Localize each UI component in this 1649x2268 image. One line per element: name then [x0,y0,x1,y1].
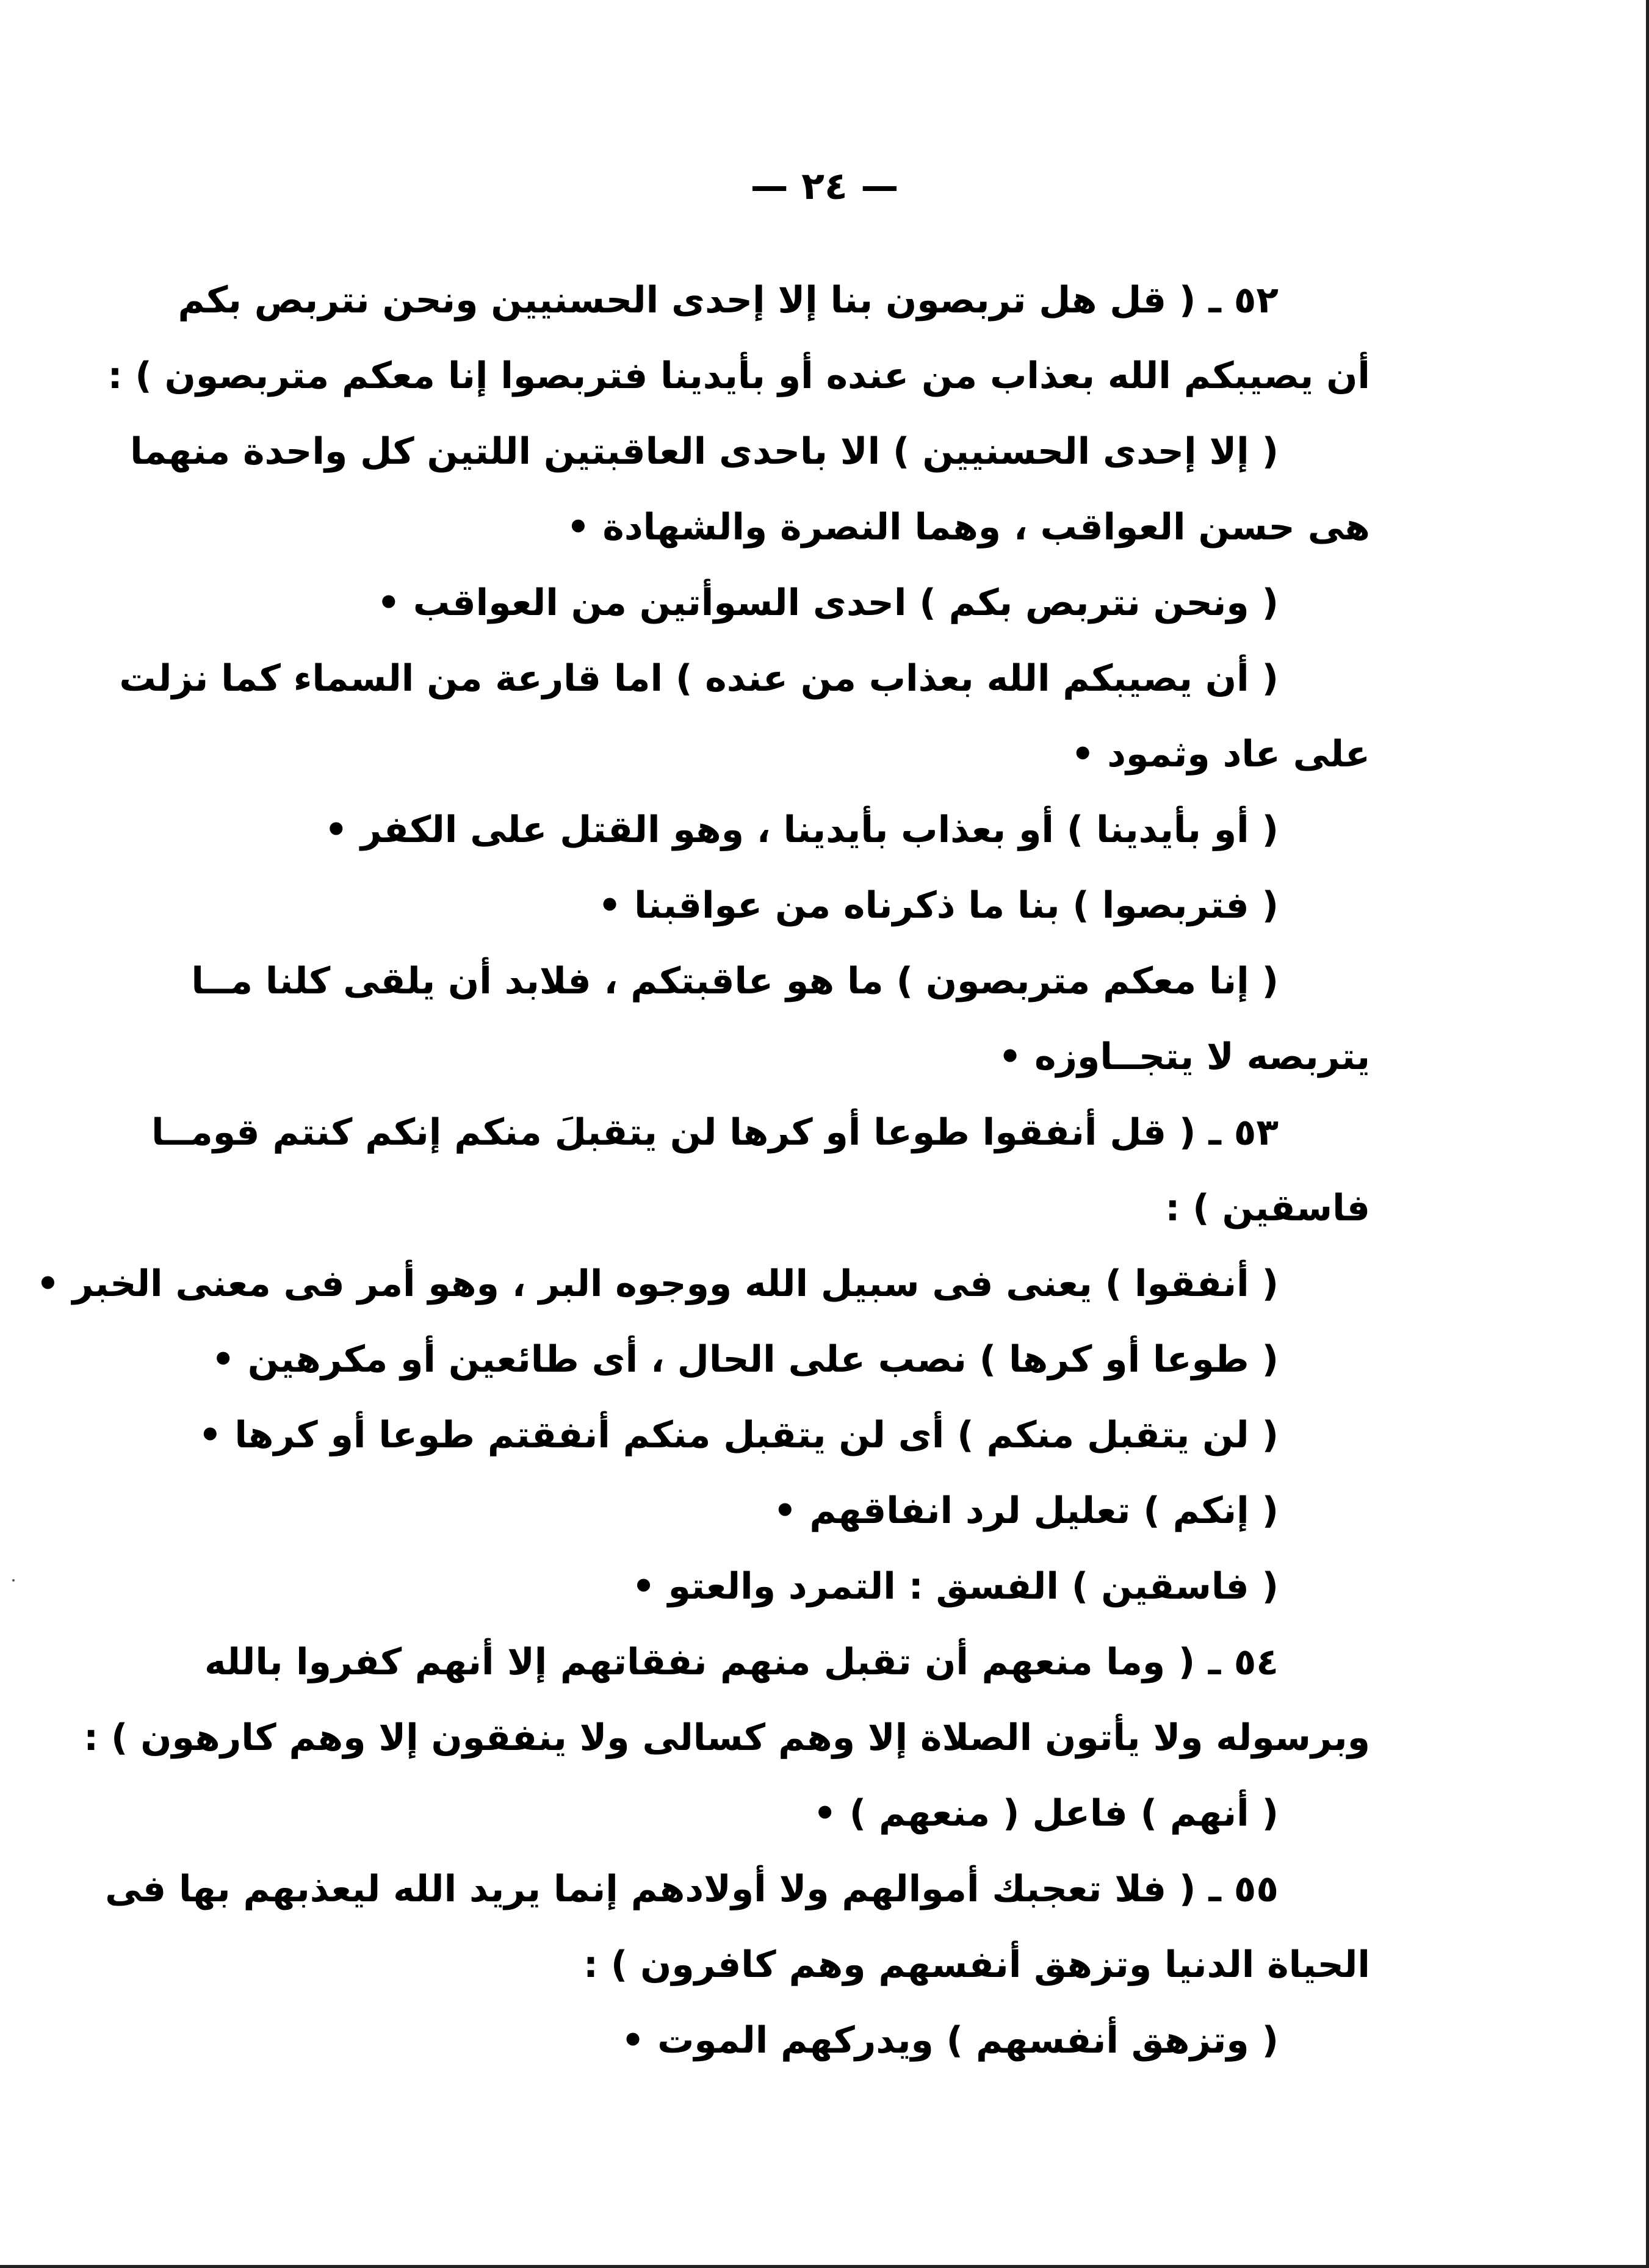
commentary-line: ( فتربصوا ) بنا ما ذكرناه من عواقبنا • [597,884,1279,927]
verse-54-line-1: ٥٤ ـ ( وما منعهم أن تقبل منهم نفقاتهم إلا أنهم كفروا بالله [204,1641,1279,1683]
verse-55-line-2: الحياة الدنيا وتزهق أنفسهم وهم كافرون ) : [583,1943,1370,1986]
commentary-line: هى حسن العواقب ، وهما النصرة والشهادة • [566,506,1370,549]
verse-55-line-1: ٥٥ ـ ( فلا تعجبك أموالهم ولا أولادهم إنما يريد الله ليعذبهم بها فى [105,1868,1279,1910]
commentary-line: ( طوعا أو كرها ) نصب على الحال ، أى طائعين أو مكرهين • [211,1338,1279,1381]
verse-53-line-1: ٥٣ ـ ( قل أنفقوا طوعا أو كرها لن يتقبلَ منكم إنكم كنتم قومــا [151,1111,1279,1154]
commentary-line: على عاد وثمود • [1071,733,1370,776]
commentary-line: ( إنا معكم متربصون ) ما هو عاقبتكم ، فلابد أن يلقى كلنا مــا [191,960,1279,1003]
verse-52-line-1: ٥٢ ـ ( قل هل تربصون بنا إلا إحدى الحسنيين ونحن نتربص بكم [178,279,1279,322]
commentary-line: ( أو بأيدينا ) أو بعذاب بأيدينا ، وهو القتل على الكفر • [324,808,1279,851]
commentary-line: ( ونحن نتربص بكم ) احدى السوأتين من العواقب • [377,581,1279,624]
page-border-right [1646,0,1649,2268]
page-border-bottom [0,2265,1649,2268]
commentary-line: ( أنهم ) فاعل ( منعهم ) • [813,1792,1279,1835]
verse-54-line-2: وبرسوله ولا يأتون الصلاة إلا وهم كسالى ولا ينفقون إلا وهم كارهون ) : [84,1716,1370,1759]
commentary-line: ( لن يتقبل منكم ) أى لن يتقبل منكم أنفقتم طوعا أو كرها • [198,1414,1279,1456]
commentary-line: ( إلا إحدى الحسنيين ) الا باحدى العاقبتين اللتين كل واحدة منهما [130,430,1279,473]
page-body [36,262,1370,2078]
commentary-line: ( أنفقوا ) يعنى فى سبيل الله ووجوه البر ، وهو أمر فى معنى الخبر • [36,1262,1279,1305]
scan-speck [12,1579,15,1582]
commentary-line: يتربصه لا يتجــاوزه • [998,1035,1370,1078]
commentary-line: ( وتزهق أنفسهم ) ويدركهم الموت • [621,2019,1279,2062]
page-number: — ٢٤ — [750,164,899,208]
verse-53-line-2: فاسقين ) : [1165,1187,1370,1229]
commentary-line: ( فاسقين ) الفسق : التمرد والعتو • [632,1565,1279,1608]
commentary-line: ( أن يصيبكم الله بعذاب من عنده ) اما قارعة من السماء كما نزلت [119,657,1279,700]
commentary-line: ( إنكم ) تعليل لرد انفاقهم • [773,1489,1279,1532]
verse-52-line-2: أن يصيبكم الله بعذاب من عنده أو بأيدينا فتربصوا إنا معكم متربصون ) : [107,355,1370,397]
